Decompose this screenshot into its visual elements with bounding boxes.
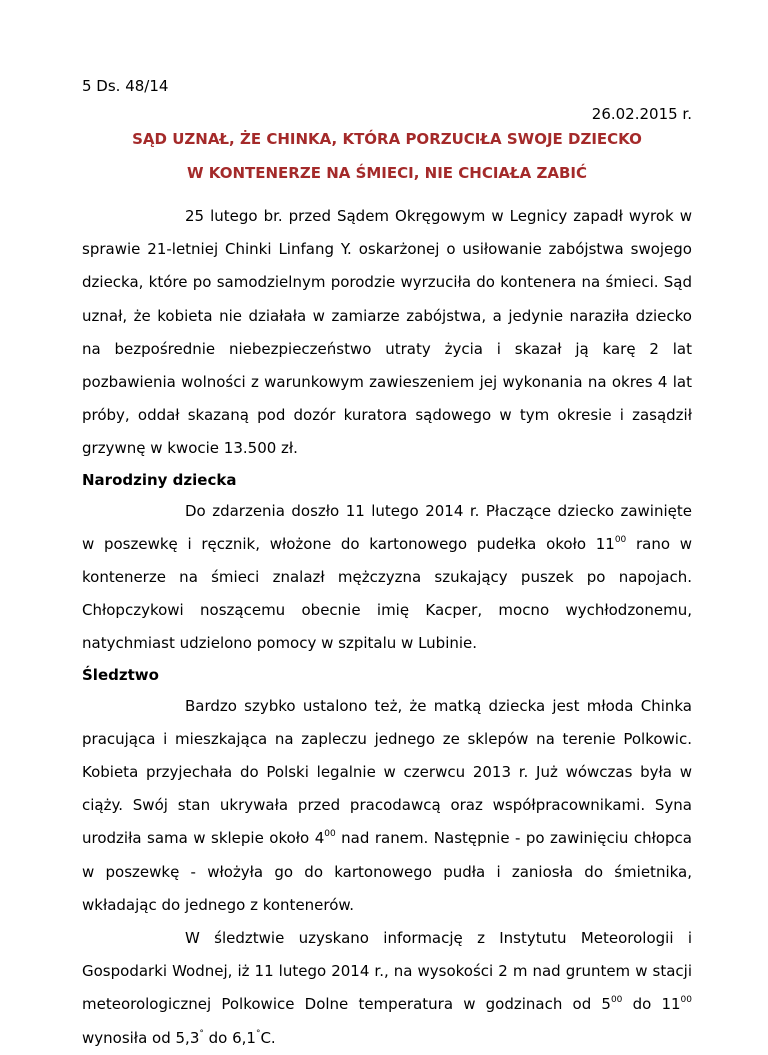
section-heading-investigation: Śledztwo [82,665,159,684]
title-line-1: SĄD UZNAŁ, ŻE CHINKA, KTÓRA PORZUCIŁA SWOJE DZIECKO [132,130,642,148]
weather-text-e: C. [260,1028,276,1047]
weather-text-d: do 6,1 [203,1028,256,1047]
document-date: 26.02.2015 r. [591,105,692,123]
weather-text-a: W śledztwie uzyskano informację z Instytutu Meteorologii i Gospodarki Wodnej, iż 11 lutego 2014 r., na wysokości 2 m nad gruntem w stacji meteorologicznej Polkowice Dolne temperatura w godzinach od 5 [82,929,692,1014]
weather-text-c: wynosiła od 5,3 [82,1028,200,1047]
birth-text-a: Do zdarzenia doszło 11 lutego 2014 r. Płaczące dziecko zawinięte w poszewkę i ręcznik, włożone do kartonowego pudełka około 11 [82,501,692,553]
case-reference: 5 Ds. 48/14 [82,77,169,95]
section-heading-birth: Narodziny dziecka [82,470,237,489]
title-line-2: W KONTENERZE NA ŚMIECI, NIE CHCIAŁA ZABIĆ [187,164,587,182]
weather-sup-1: 00 [610,995,623,1006]
weather-paragraph [82,922,692,1055]
investigation-text-b: nad ranem. Następnie - po zawinięciu chłopca w poszewkę - włożyła go do kartonowego pudła i zaniosła do śmietnika, wkładając do jednego z kontenerów. [82,829,692,914]
birth-paragraph [82,495,692,661]
birth-sup: 00 [614,534,627,545]
degree-sign-1: ° [199,1028,204,1039]
degree-sign-2: ° [255,1028,261,1039]
article-body [82,200,692,1055]
birth-text-b: rano w kontenerze na śmieci znalazł mężczyzna szukający puszek po napojach. Chłopczykowi noszącemu obecnie imię Kacper, mocno wychłodzonemu, natychmiast udzielono pomocy w szpitalu w Lubinie. [82,534,692,653]
page-title [82,122,692,190]
intro-paragraph: 25 lutego br. przed Sądem Okręgowym w Legnicy zapadł wyrok w sprawie 21-letniej Chinki Linfang Y. oskarżonej o usiłowanie zabójstwa swojego dziecka, które po samodzielnym porodzie wyrzuciła do kontenera na śmieci. Sąd uznał, że kobieta nie działała w zamiarze zabójstwa, a jedynie naraziła dziecko na bezpośrednie niebezpieczeństwo utraty życia i skazał ją karę 2 lat pozbawienia wolności z warunkowym zawieszeniem jej wykonania na okres 4 lat próby, oddał skazaną pod dozór kuratora sądowego w tym okresie i zasądził grzywnę w kwocie 13.500 zł. [82,207,692,458]
investigation-paragraph [82,690,692,922]
investigation-text-a: Bardzo szybko ustalono też, że matką dziecka jest młoda Chinka pracująca i mieszkająca na zapleczu jednego ze sklepów na terenie Polkowic. Kobieta przyjechała do Polski legalnie w czerwcu 2013 r. Już wówczas była w ciąży. Swój stan ukrywała przed pracodawcą oraz współpracownikami. Syna urodziła sama w sklepie około 4 [82,696,692,848]
investigation-sup: 00 [324,829,336,840]
weather-text-b: do 11 [622,995,681,1014]
weather-sup-2: 00 [680,995,692,1006]
